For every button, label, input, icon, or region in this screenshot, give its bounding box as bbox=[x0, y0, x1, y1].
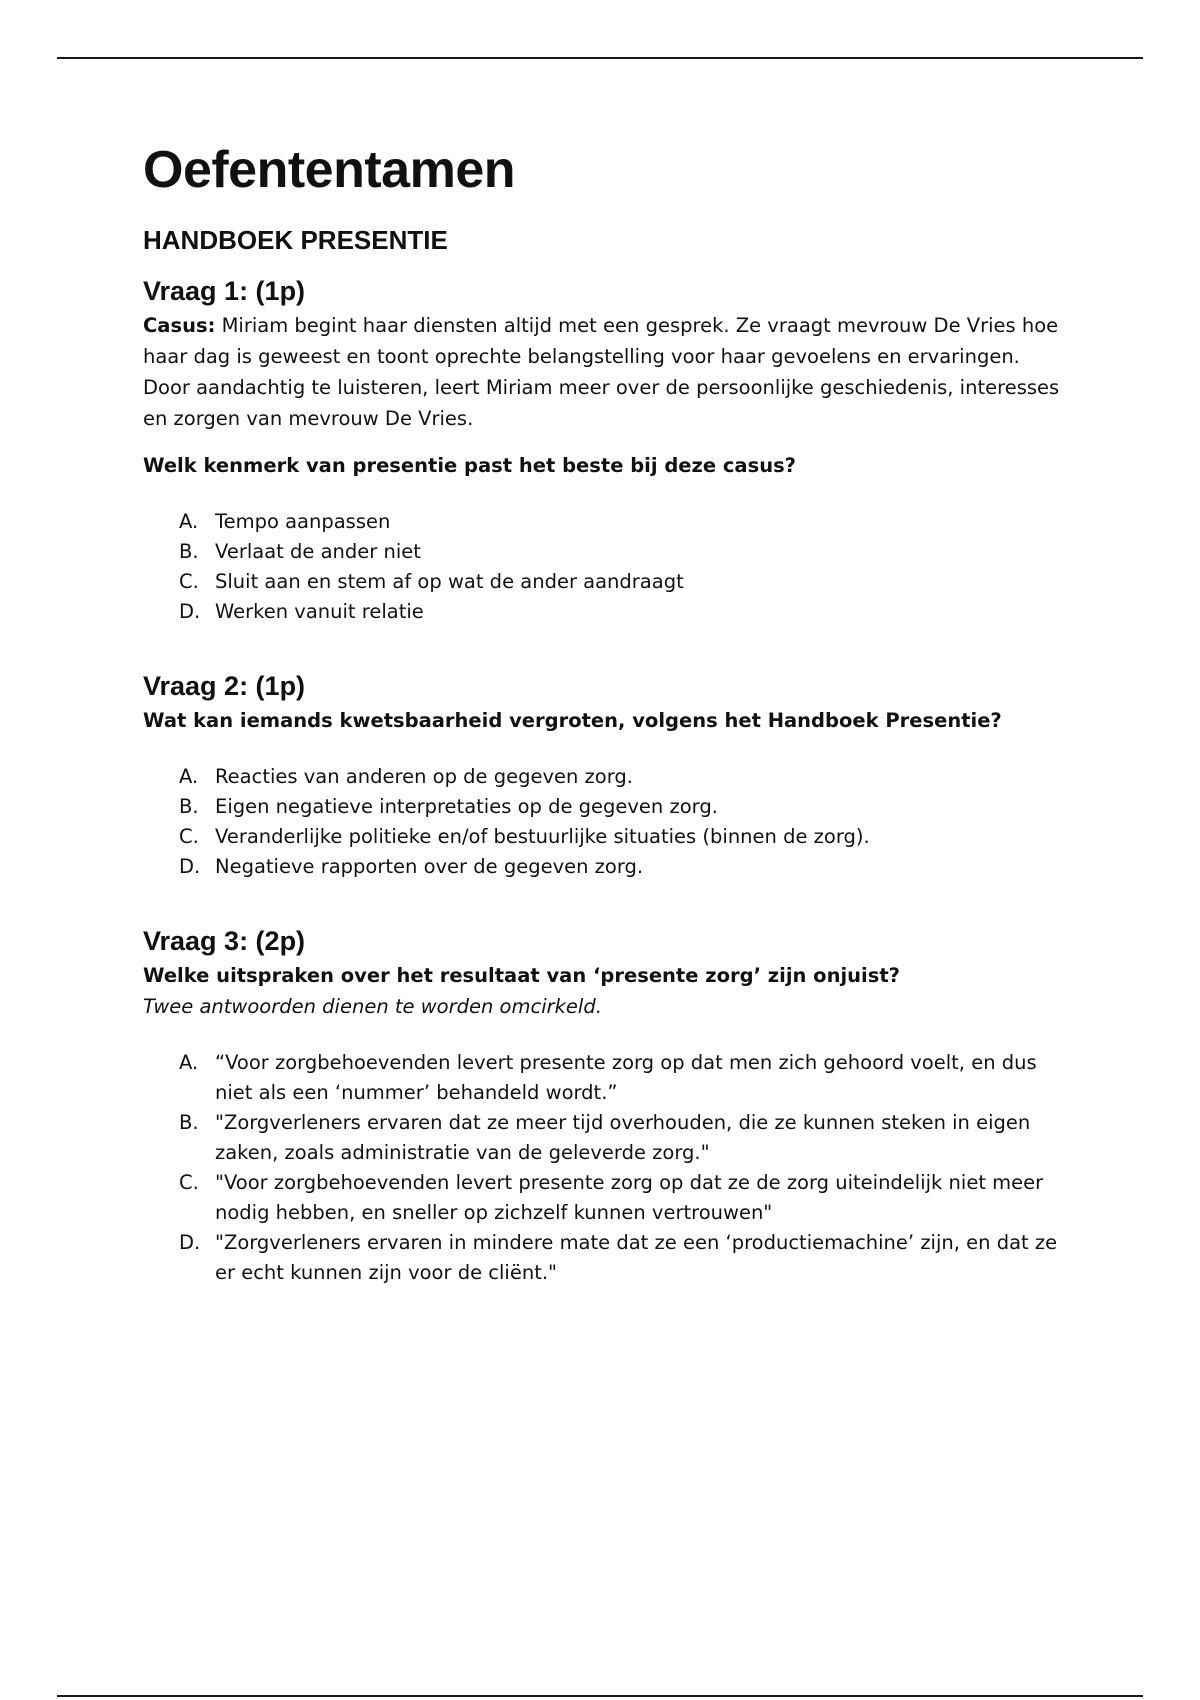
option-text: Eigen negatieve interpretaties op de gegeven zorg. bbox=[215, 795, 718, 818]
option-text: Veranderlijke politieke en/of bestuurlijke situaties (binnen de zorg). bbox=[215, 825, 870, 848]
document-title: Oefententamen bbox=[143, 141, 516, 199]
option-text: Verlaat de ander niet bbox=[215, 540, 421, 563]
option-letter: D. bbox=[179, 855, 201, 878]
option-c bbox=[143, 822, 1063, 852]
question-2-heading: Vraag 2: (1p) bbox=[143, 671, 306, 701]
option-d bbox=[143, 597, 1063, 627]
option-d bbox=[143, 852, 1063, 882]
option-c bbox=[143, 567, 1063, 597]
option-a bbox=[143, 1048, 1063, 1108]
option-letter: B. bbox=[179, 795, 199, 818]
option-letter: B. bbox=[179, 1111, 199, 1134]
document-subtitle: HANDBOEK PRESENTIE bbox=[143, 225, 448, 255]
question-3-prompt: Welke uitspraken over het resultaat van ‘presente zorg’ zijn onjuist? bbox=[143, 964, 900, 987]
question-2 bbox=[143, 669, 1063, 882]
option-letter: D. bbox=[179, 600, 201, 623]
option-text: Werken vanuit relatie bbox=[215, 600, 424, 623]
question-2-prompt: Wat kan iemands kwetsbaarheid vergroten, volgens het Handboek Presentie? bbox=[143, 709, 1002, 732]
question-1 bbox=[143, 274, 1063, 627]
option-a bbox=[143, 762, 1063, 792]
question-3-note: Twee antwoorden dienen te worden omcirkeld. bbox=[143, 995, 602, 1018]
option-text: "Zorgverleners ervaren in mindere mate dat ze een ‘productiemachine’ zijn, en dat ze er echt kunnen zijn voor de cliënt." bbox=[215, 1231, 1058, 1284]
question-1-casus bbox=[143, 310, 1063, 434]
question-3 bbox=[143, 924, 1063, 1288]
option-text: Reacties van anderen op de gegeven zorg. bbox=[215, 765, 633, 788]
question-3-heading: Vraag 3: (2p) bbox=[143, 926, 306, 956]
option-d bbox=[143, 1228, 1063, 1288]
option-text: Negatieve rapporten over de gegeven zorg. bbox=[215, 855, 644, 878]
bottom-rule bbox=[57, 1695, 1143, 1697]
option-letter: C. bbox=[179, 1171, 199, 1194]
option-b bbox=[143, 1108, 1063, 1168]
question-3-options bbox=[143, 1048, 1063, 1288]
option-letter: A. bbox=[179, 1051, 199, 1074]
document-page bbox=[143, 140, 1063, 1288]
option-letter: B. bbox=[179, 540, 199, 563]
option-text: Tempo aanpassen bbox=[215, 510, 391, 533]
option-letter: C. bbox=[179, 570, 199, 593]
option-text: Sluit aan en stem af op wat de ander aandraagt bbox=[215, 570, 684, 593]
option-b bbox=[143, 537, 1063, 567]
casus-text: Miriam begint haar diensten altijd met een gesprek. Ze vraagt mevrouw De Vries hoe haar dag is geweest en toont oprechte belangstelling voor haar gevoelens en ervaringen. Door aandachtig te luisteren, leert Miriam meer over de persoonlijke geschiedenis, interesses en zorgen van mevrouw De Vries. bbox=[143, 314, 1060, 430]
option-letter: A. bbox=[179, 765, 199, 788]
option-text: "Voor zorgbehoevenden levert presente zorg op dat ze de zorg uiteindelijk niet meer nodig hebben, en sneller op zichzelf kunnen vertrouwen" bbox=[215, 1171, 1044, 1224]
question-2-options bbox=[143, 762, 1063, 882]
option-b bbox=[143, 792, 1063, 822]
option-letter: D. bbox=[179, 1231, 201, 1254]
option-text: "Zorgverleners ervaren dat ze meer tijd overhouden, die ze kunnen steken in eigen zaken, zoals administratie van de geleverde zorg." bbox=[215, 1111, 1031, 1164]
question-1-options bbox=[143, 507, 1063, 627]
option-letter: C. bbox=[179, 825, 199, 848]
casus-label: Casus: bbox=[143, 314, 216, 337]
option-letter: A. bbox=[179, 510, 199, 533]
option-text: “Voor zorgbehoevenden levert presente zorg op dat men zich gehoord voelt, en dus niet als een ‘nummer’ behandeld wordt.” bbox=[215, 1051, 1037, 1104]
option-c bbox=[143, 1168, 1063, 1228]
top-rule bbox=[57, 57, 1143, 59]
option-a bbox=[143, 507, 1063, 537]
question-1-prompt: Welk kenmerk van presentie past het beste bij deze casus? bbox=[143, 454, 796, 477]
question-1-heading: Vraag 1: (1p) bbox=[143, 276, 306, 306]
